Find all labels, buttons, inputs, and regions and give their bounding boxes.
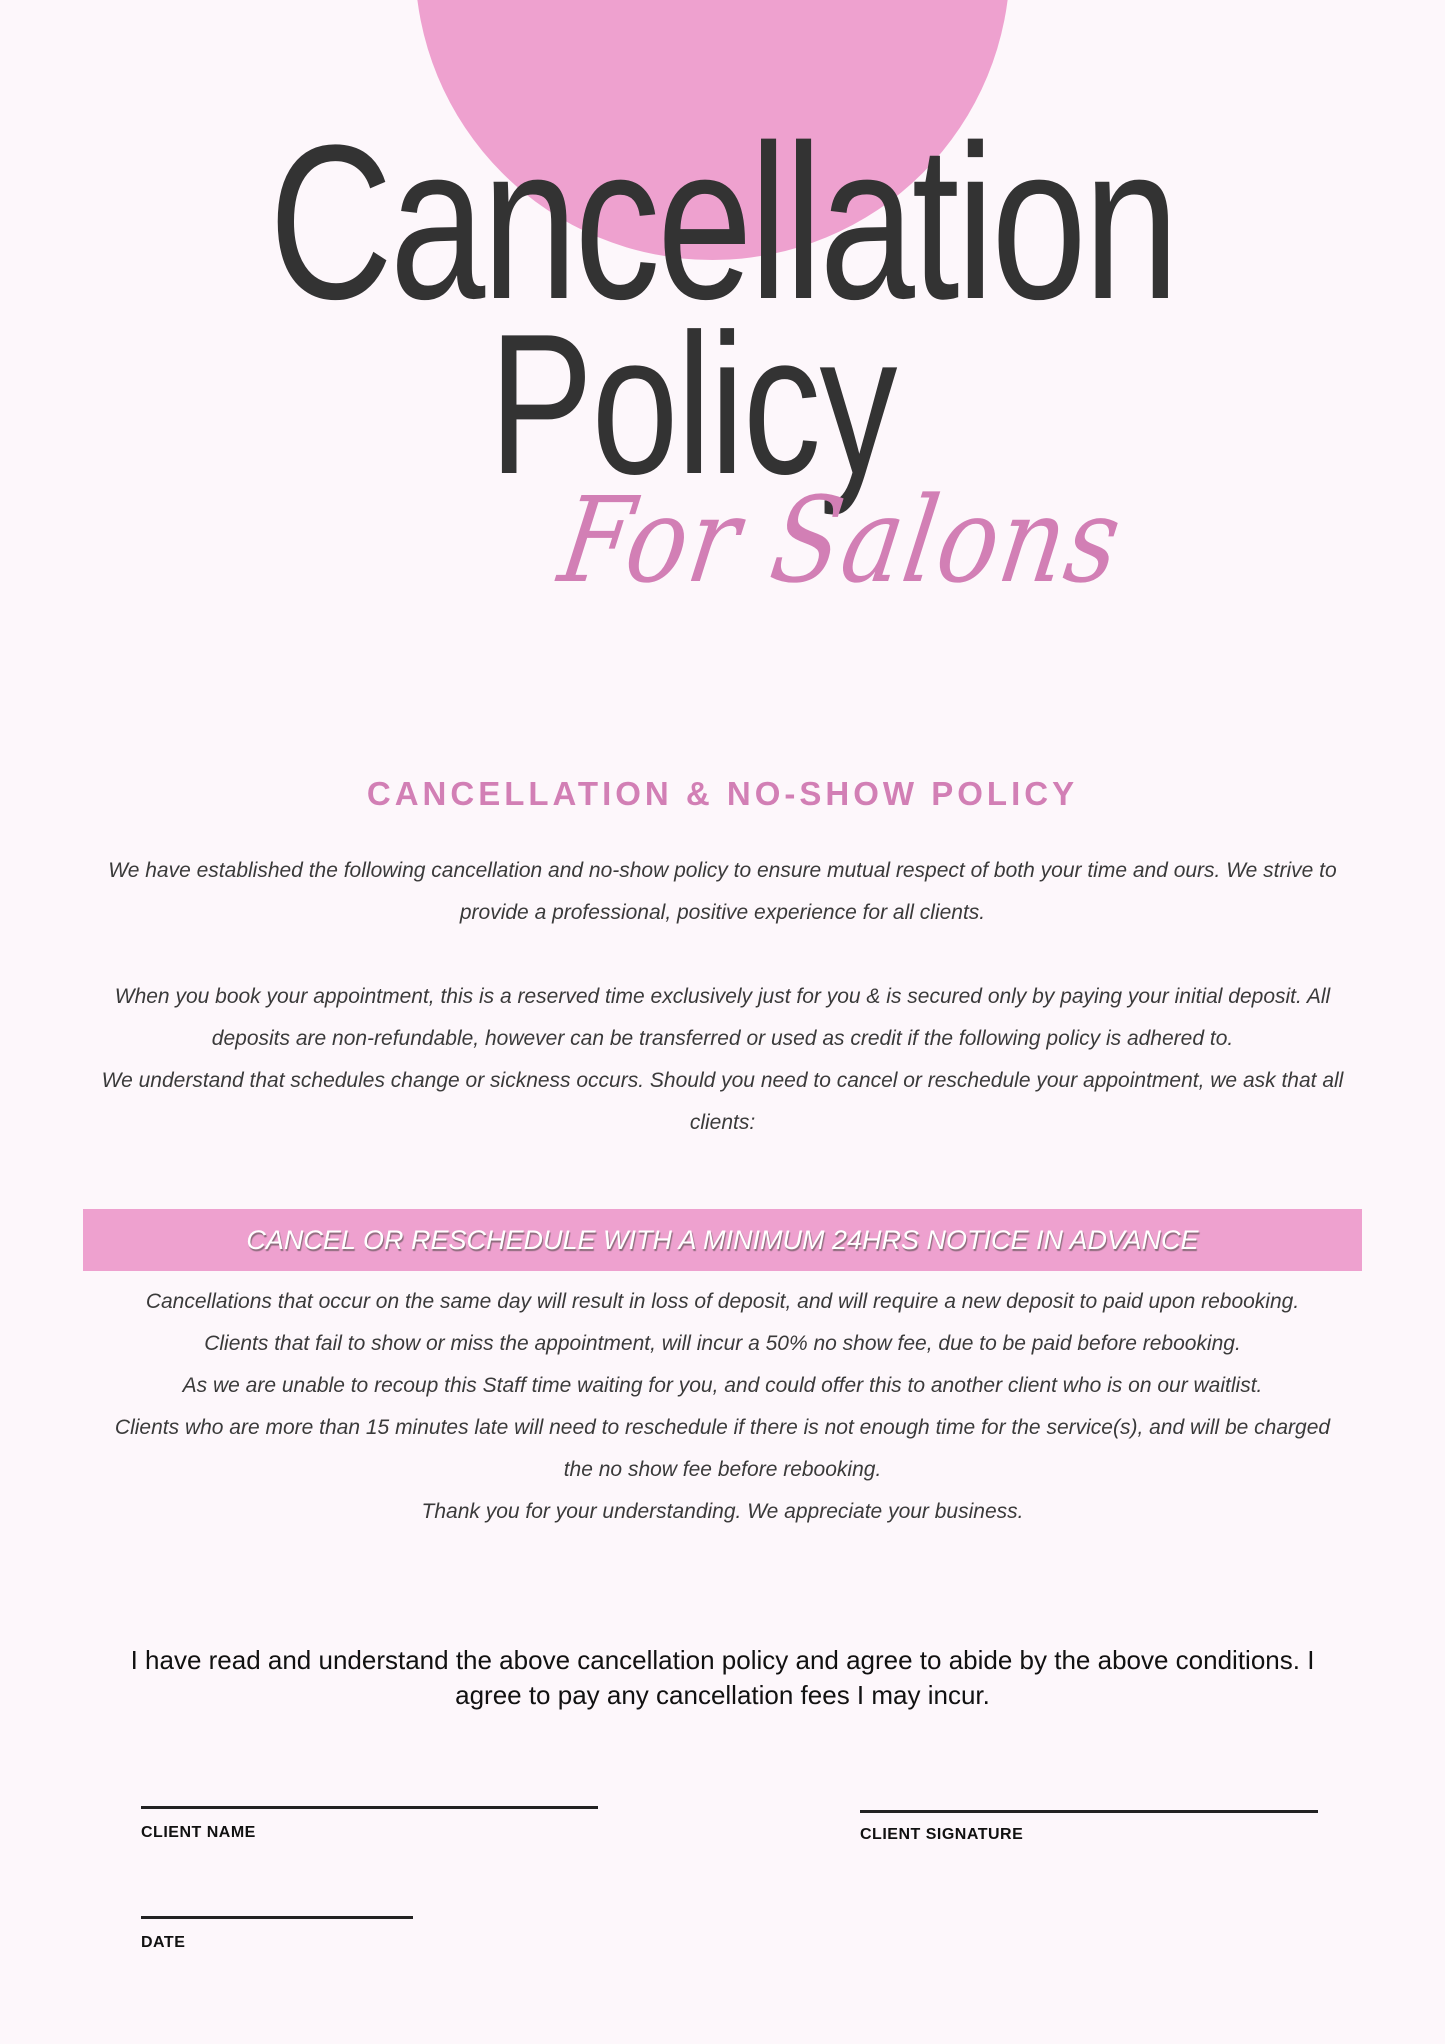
section-title: CANCELLATION & NO-SHOW POLICY [366, 775, 1079, 812]
script-subtitle: For Salons [551, 471, 1131, 609]
title-line-1: Cancellation [269, 99, 1176, 345]
rule-late: Clients who are more than 15 minutes late will need to reschedule if there is not enough time for the service(s), and will be charged the no show fee before rebooking. [114, 1416, 1331, 1481]
client-name-line[interactable] [141, 1806, 598, 1809]
date-line[interactable] [141, 1916, 413, 1919]
notice-banner-text: CANCEL OR RESCHEDULE WITH A MINIMUM 24HRS NOTICE IN ADVANCE [246, 1224, 1199, 1255]
client-name-label: CLIENT NAME [141, 1824, 256, 1841]
rule-same-day: Cancellations that occur on the same day will result in loss of deposit, and will require a new deposit to paid upon rebooking. [145, 1290, 1300, 1313]
date-label: DATE [141, 1934, 186, 1951]
rule-staff-time: As we are unable to recoup this Staff time waiting for you, and could offer this to another client who is on our waitlist. [182, 1374, 1263, 1397]
details-paragraph [100, 976, 1345, 1144]
details-text-1: When you book your appointment, this is a reserved time exclusively just for you & is secured only by paying your initial deposit. All deposits are non-refundable, however can be transferred or used as credit if the following policy is adhered to. [114, 985, 1331, 1050]
intro-paragraph [100, 850, 1345, 934]
title-line-2: Policy [489, 293, 896, 516]
agreement-statement: I have read and understand the above cancellation policy and agree to abide by the above conditions. I agree to pay any cancellation fees I may incur. [130, 1645, 1315, 1710]
notice-banner [83, 1209, 1362, 1271]
rules-paragraph [100, 1281, 1345, 1533]
rule-no-show: Clients that fail to show or miss the appointment, will incur a 50% no show fee, due to be paid before rebooking. [204, 1332, 1241, 1355]
thank-you: Thank you for your understanding. We appreciate your business. [421, 1500, 1024, 1523]
intro-text: We have established the following cancellation and no-show policy to ensure mutual respect of both your time and ours. We strive to provide a professional, positive experience for all clients. [108, 859, 1337, 924]
client-signature-label: CLIENT SIGNATURE [860, 1826, 1024, 1843]
details-text-2: We understand that schedules change or sickness occurs. Should you need to cancel or reschedule your appointment, we ask that all clients: [101, 1069, 1344, 1134]
client-signature-line[interactable] [860, 1810, 1318, 1813]
